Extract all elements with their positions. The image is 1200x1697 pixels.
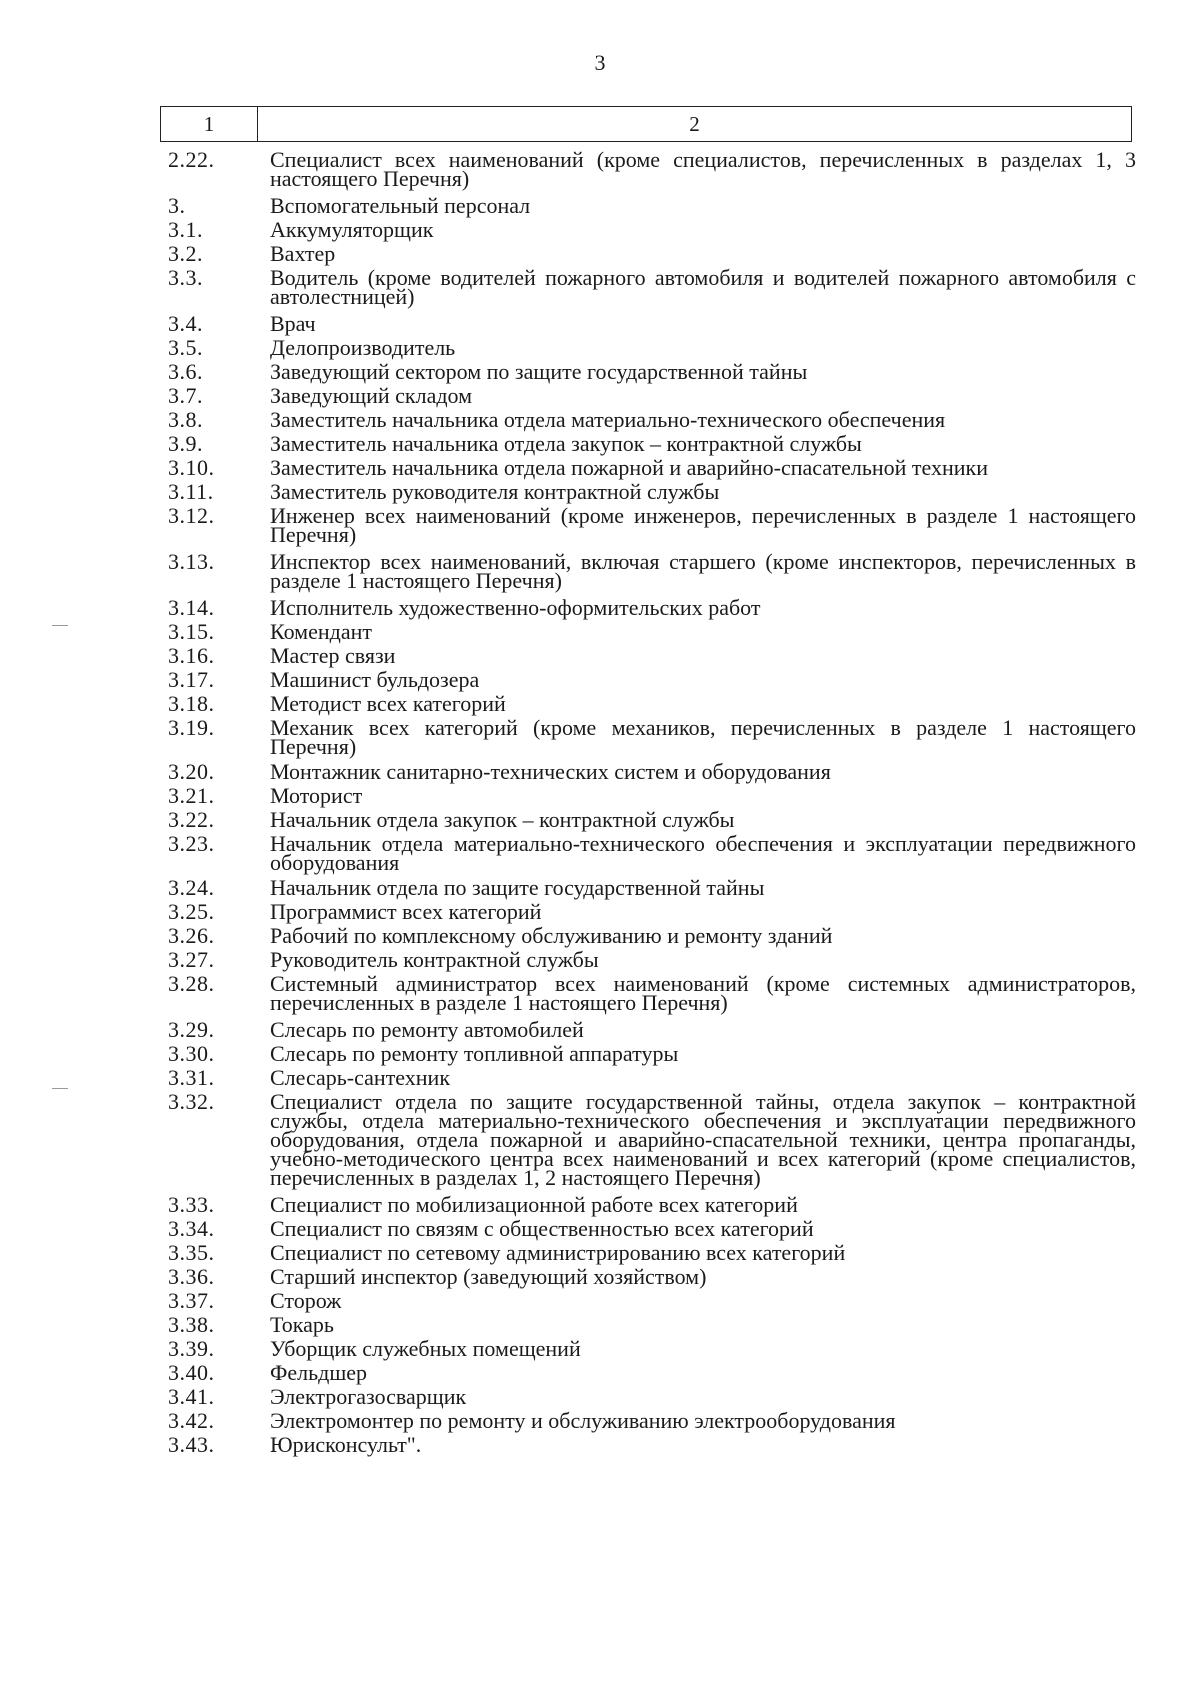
- item-title: Программист всех категорий: [270, 899, 542, 924]
- item-title: Водитель (кроме водителей пожарного автомобиля и водителей пожарного автомобиля с автолестницей): [270, 265, 1136, 309]
- item-title: Мастер связи: [270, 643, 396, 668]
- item-number: 3.21.: [168, 783, 215, 808]
- table-header-col2: 2: [689, 111, 700, 136]
- scan-margin-mark: [52, 625, 68, 626]
- list-item: [168, 1385, 1136, 1409]
- item-title: Специалист по мобилизационной работе всех категорий: [270, 1192, 798, 1217]
- item-title: Заместитель руководителя контрактной службы: [270, 479, 720, 504]
- item-number: 3.42.: [168, 1408, 215, 1433]
- item-title: Аккумуляторщик: [270, 217, 434, 242]
- item-title: Электромонтер по ремонту и обслуживанию электрооборудования: [270, 1408, 896, 1433]
- list-item: [168, 1337, 1136, 1361]
- item-title: Врач: [270, 311, 316, 336]
- item-number: 3.8.: [168, 407, 203, 432]
- item-number: 3.20.: [168, 759, 215, 784]
- list-item: [168, 480, 1136, 504]
- item-title: Вспомогательный персонал: [270, 193, 531, 218]
- item-number: 3.15.: [168, 619, 215, 644]
- item-number: 3.41.: [168, 1384, 215, 1409]
- item-title: Комендант: [270, 619, 372, 644]
- item-number: 3.38.: [168, 1312, 215, 1337]
- list-item: [168, 784, 1136, 808]
- list-item: [168, 692, 1136, 716]
- item-number: 3.9.: [168, 431, 203, 456]
- item-title: Исполнитель художественно-оформительских работ: [270, 595, 761, 620]
- list-item: [168, 408, 1136, 432]
- item-title: Монтажник санитарно-технических систем и оборудования: [270, 759, 831, 784]
- list-item: [168, 900, 1136, 924]
- item-title: Заведующий складом: [270, 383, 473, 408]
- item-number: 3.18.: [168, 691, 215, 716]
- item-number: 3.14.: [168, 595, 215, 620]
- item-title: Методист всех категорий: [270, 691, 506, 716]
- item-title: Слесарь-сантехник: [270, 1065, 451, 1090]
- list-item: [168, 384, 1136, 408]
- list-item: [168, 1313, 1136, 1337]
- list-item: [168, 644, 1136, 668]
- item-number: 3.10.: [168, 455, 215, 480]
- item-title: Заведующий сектором по защите государственной тайны: [270, 359, 808, 384]
- item-title: Уборщик служебных помещений: [270, 1336, 581, 1361]
- item-number: 2.22.: [168, 147, 215, 172]
- item-number: 3.30.: [168, 1041, 215, 1066]
- item-title: Начальник отдела по защите государственной тайны: [270, 875, 765, 900]
- item-number: 3.40.: [168, 1360, 215, 1385]
- item-title: Начальник отдела закупок – контрактной службы: [270, 807, 735, 832]
- item-title: Рабочий по комплексному обслуживанию и ремонту зданий: [270, 923, 833, 948]
- list-item: [168, 876, 1136, 900]
- item-number: 3.35.: [168, 1240, 215, 1265]
- page-number: 3: [594, 50, 606, 75]
- item-title: Специалист всех наименований (кроме специалистов, перечисленных в разделах 1, 3 настоящего Перечня): [270, 147, 1136, 191]
- position-list: [168, 148, 1136, 1457]
- list-item: [168, 1018, 1136, 1042]
- list-item: [168, 971, 1136, 1015]
- item-title: Руководитель контрактной службы: [270, 947, 599, 972]
- list-item: [168, 1066, 1136, 1090]
- item-number: 3.19.: [168, 715, 215, 740]
- item-title: Юрисконсульт".: [270, 1432, 422, 1457]
- item-number: 3.3.: [168, 265, 203, 290]
- table-header: [160, 106, 1132, 142]
- item-number: 3.23.: [168, 831, 215, 856]
- list-item: [168, 596, 1136, 620]
- list-item: [168, 1193, 1136, 1217]
- list-item: [168, 924, 1136, 948]
- list-item: [168, 760, 1136, 784]
- item-number: 3.7.: [168, 383, 203, 408]
- item-number: 3.25.: [168, 899, 215, 924]
- item-title: Специалист отдела по защите государственной тайны, отдела закупок – контрактной службы, отдела материально-технического обеспечения и эксплуатации передвижного оборудования, отдела пожарной и аварийно-спасательной техники, центра пропаганды, учебно-методического центра всех наименований и всех категорий (кроме специалистов, перечисленных в разделах 1, 2 настоящего Перечня): [270, 1089, 1136, 1190]
- item-number: 3.24.: [168, 875, 215, 900]
- list-item: [168, 715, 1136, 759]
- item-number: 3.11.: [168, 479, 214, 504]
- list-item: [168, 312, 1136, 336]
- item-title: Старший инспектор (заведующий хозяйством): [270, 1264, 707, 1289]
- list-item: [168, 1361, 1136, 1385]
- item-number: 3.6.: [168, 359, 203, 384]
- item-number: 3.31.: [168, 1065, 215, 1090]
- list-item: [168, 808, 1136, 832]
- item-title: Инженер всех наименований (кроме инженеров, перечисленных в разделе 1 настоящего Перечня): [270, 503, 1136, 547]
- item-title: Фельдшер: [270, 1360, 368, 1385]
- table-header-col1: 1: [161, 107, 258, 141]
- item-title: Вахтер: [270, 241, 336, 266]
- item-number: 3.17.: [168, 667, 215, 692]
- item-title: Делопроизводитель: [270, 335, 456, 360]
- list-item: [168, 1089, 1136, 1190]
- item-number: 3.16.: [168, 643, 215, 668]
- list-item: [168, 668, 1136, 692]
- item-title: Заместитель начальника отдела пожарной и аварийно-спасательной техники: [270, 455, 989, 480]
- item-title: Системный администратор всех наименований (кроме системных администраторов, перечисленных в разделе 1 настоящего Перечня): [270, 971, 1136, 1015]
- list-item: [168, 1433, 1136, 1457]
- item-number: 3.4.: [168, 311, 203, 336]
- list-item: [168, 503, 1136, 547]
- item-number: 3.: [168, 193, 186, 218]
- list-item: [168, 336, 1136, 360]
- item-title: Сторож: [270, 1288, 342, 1313]
- item-number: 3.28.: [168, 971, 215, 996]
- item-title: Специалист по связям с общественностью всех категорий: [270, 1216, 814, 1241]
- scan-margin-mark: [52, 1088, 68, 1089]
- item-title: Начальник отдела материально-технического обеспечения и эксплуатации передвижного оборудования: [270, 831, 1136, 875]
- item-title: Машинист бульдозера: [270, 667, 480, 692]
- item-number: 3.29.: [168, 1017, 215, 1042]
- item-number: 3.12.: [168, 503, 215, 528]
- item-title: Специалист по сетевому администрированию всех категорий: [270, 1240, 846, 1265]
- list-item: [168, 831, 1136, 875]
- item-number: 3.26.: [168, 923, 215, 948]
- list-item: [168, 218, 1136, 242]
- list-item: [168, 1241, 1136, 1265]
- item-number: 3.13.: [168, 549, 215, 574]
- item-title: Заместитель начальника отдела материально-технического обеспечения: [270, 407, 946, 432]
- item-number: 3.36.: [168, 1264, 215, 1289]
- list-item: [168, 360, 1136, 384]
- item-number: 3.22.: [168, 807, 215, 832]
- item-number: 3.37.: [168, 1288, 215, 1313]
- item-title: Токарь: [270, 1312, 334, 1337]
- list-item: [168, 432, 1136, 456]
- list-item: [168, 242, 1136, 266]
- item-number: 3.33.: [168, 1192, 215, 1217]
- item-title: Электрогазосварщик: [270, 1384, 467, 1409]
- item-number: 3.1.: [168, 217, 203, 242]
- list-item: [168, 456, 1136, 480]
- item-number: 3.27.: [168, 947, 215, 972]
- list-item: [168, 1217, 1136, 1241]
- list-item: [168, 620, 1136, 644]
- item-title: Заместитель начальника отдела закупок – контрактной службы: [270, 431, 862, 456]
- list-item: [168, 194, 1136, 218]
- item-number: 3.5.: [168, 335, 203, 360]
- list-item: [168, 1265, 1136, 1289]
- list-item: [168, 1289, 1136, 1313]
- item-number: 3.43.: [168, 1432, 215, 1457]
- item-number: 3.34.: [168, 1216, 215, 1241]
- item-title: Слесарь по ремонту топливной аппаратуры: [270, 1041, 679, 1066]
- list-item: [168, 147, 1136, 191]
- item-title: Моторист: [270, 783, 363, 808]
- list-item: [168, 948, 1136, 972]
- list-item: [168, 1409, 1136, 1433]
- item-number: 3.2.: [168, 241, 203, 266]
- item-title: Слесарь по ремонту автомобилей: [270, 1017, 584, 1042]
- list-item: [168, 265, 1136, 309]
- item-number: 3.39.: [168, 1336, 215, 1361]
- item-title: Инспектор всех наименований, включая старшего (кроме инспекторов, перечисленных в разделе 1 настоящего Перечня): [270, 549, 1136, 593]
- item-title: Механик всех категорий (кроме механиков, перечисленных в разделе 1 настоящего Перечня): [270, 715, 1136, 759]
- item-number: 3.32.: [168, 1089, 215, 1114]
- list-item: [168, 549, 1136, 593]
- list-item: [168, 1042, 1136, 1066]
